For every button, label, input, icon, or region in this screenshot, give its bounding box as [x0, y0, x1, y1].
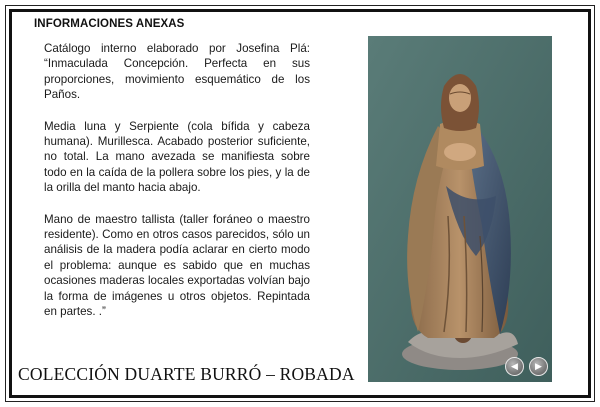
paragraph-iconography: Media luna y Serpiente (cola bífida y cabeza humana). Murillesca. Acabado posterior suficiente, no total. La mano avezada se manifiesta sobre todo en la caída de la pollera sobre los pies, y la de la orilla del manto hacia abajo. — [44, 119, 310, 195]
catalog-description — [44, 41, 310, 320]
photo-next-button[interactable] — [529, 357, 548, 376]
paragraph-catalog: Catálogo interno elaborado por Josefina Plá: “Inmaculada Concepción. Perfecta en sus proporciones, movimiento esquemático de los Paños. — [44, 42, 310, 102]
photo-prev-button[interactable] — [505, 357, 524, 376]
arrow-right-icon: ▶ — [535, 361, 542, 372]
section-title: INFORMACIONES ANEXAS — [34, 18, 185, 30]
paragraph-workshop: Mano de maestro tallista (taller foráneo o maestro residente). Como en otros casos parecidos, sólo un análisis de la madera podía aclarar en cierto modo el problema: aunque es sabido que en muchas ocasiones maderas locales exportadas volvían bajo la forma de imágenes u otros objetos. Repintada en partes. .” — [44, 212, 310, 319]
collection-caption: COLECCIÓN DUARTE BURRÓ – ROBADA — [18, 364, 355, 384]
arrow-left-icon: ◀ — [511, 361, 518, 372]
statue-illustration — [368, 36, 552, 382]
statue-photo — [368, 36, 552, 382]
